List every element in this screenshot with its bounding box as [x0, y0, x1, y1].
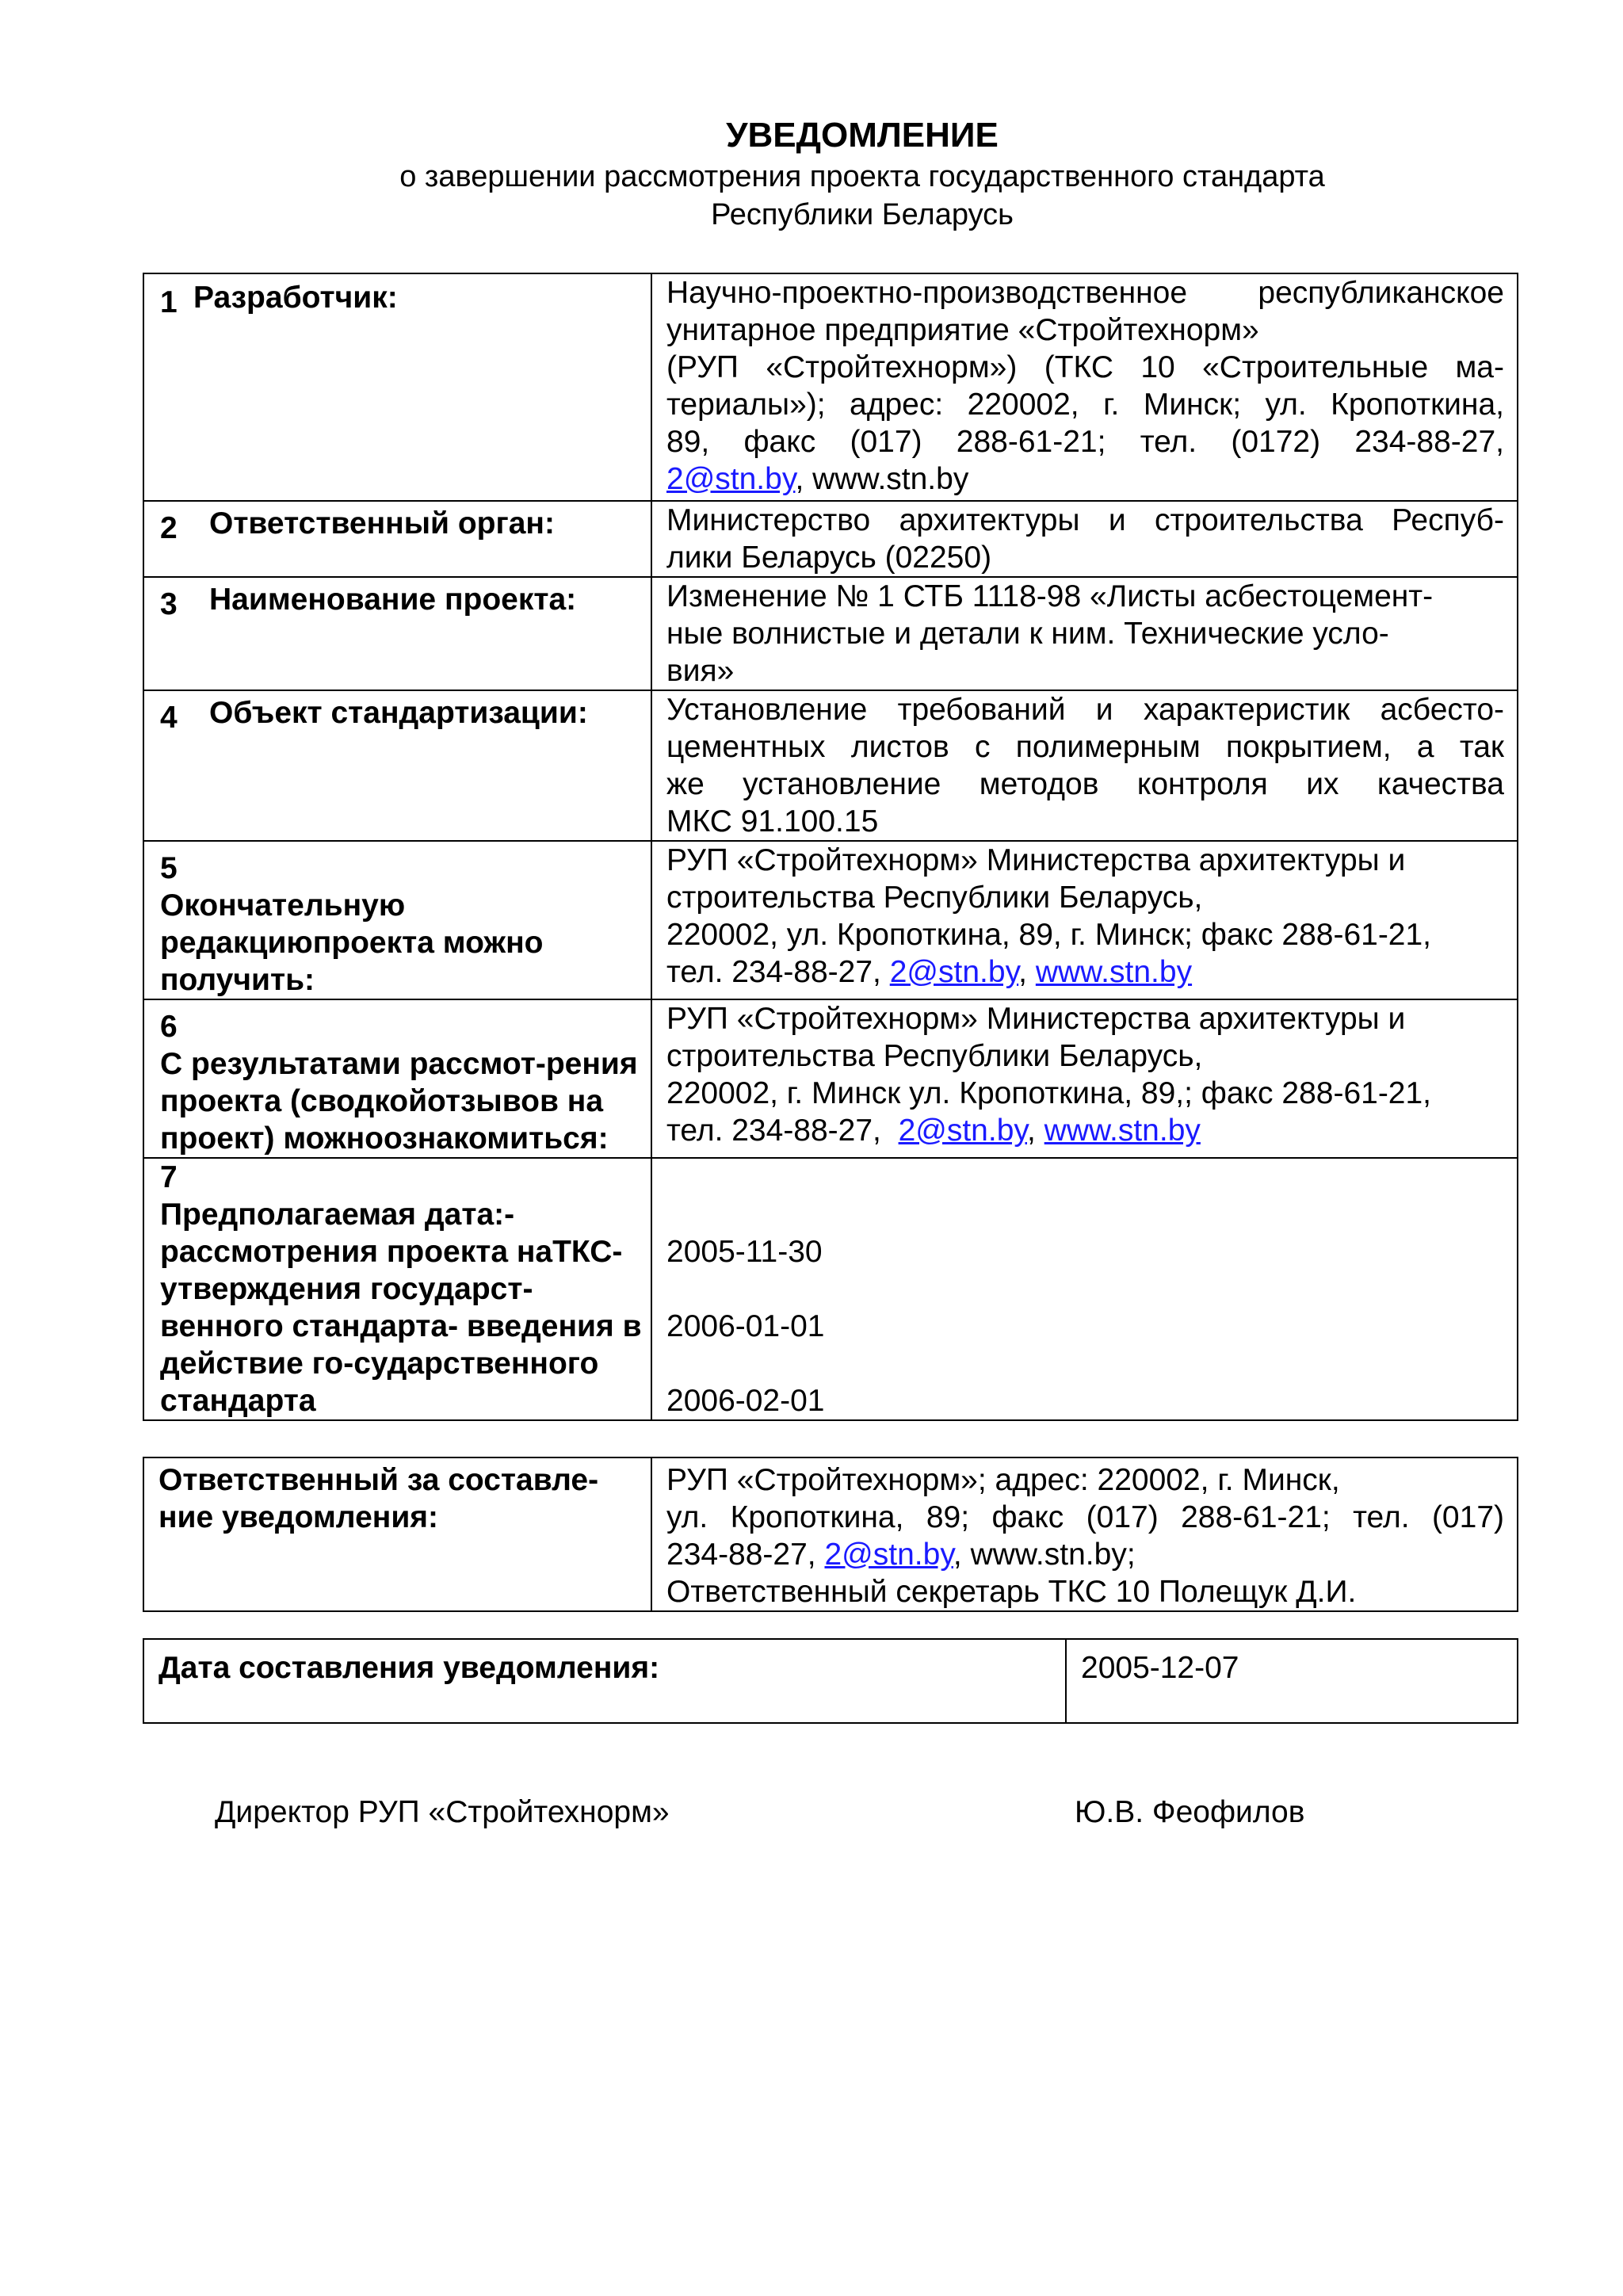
row-number: 4 [160, 701, 178, 735]
date-review: 2005-11-30 [666, 1235, 823, 1269]
table-row [143, 999, 1518, 1158]
value-line: РУП «Стройтехнорм» Министерства архитектуры и [666, 843, 1406, 877]
website-link[interactable]: www.stn.by [1044, 1114, 1201, 1148]
table-row [143, 501, 1518, 577]
value-line: строительства Республики Беларусь, [666, 881, 1203, 915]
row-number: 1 [160, 285, 178, 319]
email-link[interactable]: 2@stn.by [824, 1538, 953, 1572]
website-link[interactable]: www.stn.by [1035, 955, 1193, 989]
row-label: ТКС [552, 1235, 613, 1269]
row-number: 5 [160, 851, 178, 885]
value-line: териалы»); адрес: 220002, г. Минск; ул. Кропоткина, [666, 388, 1504, 422]
website-text: www.stn.by [812, 462, 969, 496]
value-line: строительства Республики Беларусь, [666, 1039, 1203, 1073]
page-subtitle-line-1: о завершении рассмотрения проекта государственного стандарта [399, 160, 1325, 193]
phone-text: тел. 234-88-27, [666, 955, 881, 989]
table-row [143, 841, 1518, 999]
value-line: 220002, ул. Кропоткина, 89, г. Минск; факс 288-61-21, [666, 918, 1432, 952]
email-link[interactable]: 2@stn.by [898, 1114, 1027, 1148]
phone-text: тел. 234-88-27, [666, 1114, 881, 1148]
value-line: вия» [666, 654, 735, 688]
row-label: проекта можно получить: [160, 926, 544, 997]
email-link[interactable]: 2@stn.by [889, 955, 1019, 989]
row-value-cell: РУП «Стройтехнорм» Министерства архитектуры и строительства Республики Беларусь, 220002, г. Минск ул. Кропоткина, 89,; факс 288-61-21, тел. 234-88-27, 2@stn.by, www.stn.by [651, 999, 1518, 1158]
row-number: 7 [160, 1160, 178, 1194]
table-row [143, 690, 1518, 841]
row-value-cell [651, 1158, 1518, 1420]
row-label-cell [143, 1158, 651, 1420]
date-approval: 2006-01-01 [666, 1309, 825, 1343]
responsible-label: ние уведомления: [158, 1500, 439, 1534]
value-line: Изменение № 1 СТБ 1118-98 «Листы асбестоцемент- [666, 579, 1434, 613]
document-header [0, 113, 1623, 234]
value-line: (РУП «Стройтехнорм») (ТКС 10 «Строительные ма- [666, 350, 1504, 384]
value-line: лики Беларусь (02250) [666, 541, 992, 575]
table-row [143, 273, 1518, 501]
row-value-cell: Научно-проектно-производственное республиканское унитарное предприятие «Стройтехнорм» (РУП «Стройтехнорм») (ТКС 10 «Строительные ма- териалы»); адрес: 220002, г. Минск; ул. Кропоткина, 89, факс (017) 288-61-21; тел. (0172) 234-88-27, 2@stn.by, www.stn.by [651, 273, 1518, 501]
value-line: РУП «Стройтехнорм» Министерства архитектуры и [666, 1002, 1406, 1036]
value-line: Установление требований и характеристик асбесто- [666, 693, 1504, 727]
table-row [143, 1158, 1518, 1420]
value-line: Научно-проектно-производственное республиканское [666, 276, 1504, 310]
row-label: рения проекта (сводкой [160, 1047, 638, 1118]
responsible-label-cell [143, 1457, 651, 1611]
signature-position: Директор РУП «Стройтехнорм» [215, 1795, 670, 1829]
notice-date-label: Дата составления уведомления: [143, 1639, 1066, 1723]
value-line: цементных листов с полимерным покрытием, а так [666, 730, 1504, 764]
page-title: УВЕДОМЛЕНИЕ [726, 116, 999, 155]
value-line: 220002, г. Минск ул. Кропоткина, 89,; факс 288-61-21, [666, 1076, 1432, 1110]
row-label-cell [143, 273, 651, 501]
row-number: 6 [160, 1010, 178, 1044]
value-line: 89, факс (017) 288-61-21; тел. (0172) 234-88-27, [666, 425, 1504, 459]
phone-text: 234-88-27, [666, 1538, 816, 1572]
table-row [143, 1457, 1518, 1611]
row-label: - утверждения государст- [160, 1235, 623, 1306]
row-value-cell [651, 577, 1518, 690]
responsible-label: Ответственный за составле- [158, 1463, 599, 1497]
value-line: МКС 91.100.15 [666, 804, 879, 839]
row-label: Разработчик: [193, 281, 398, 315]
row-value-cell [651, 501, 1518, 577]
table-row [143, 577, 1518, 690]
row-value-cell: РУП «Стройтехнорм» Министерства архитектуры и строительства Республики Беларусь, 220002, ул. Кропоткина, 89, г. Минск; факс 288-61-21, тел. 234-88-27, 2@stn.by, www.stn.by [651, 841, 1518, 999]
signature-name: Ю.В. Феофилов [1075, 1795, 1305, 1829]
value-line: ул. Кропоткина, 89; факс (017) 288-61-21; тел. (017) [666, 1500, 1504, 1534]
website-text: www.stn.by; [970, 1538, 1136, 1572]
value-line: же установление методов контроля их качества [666, 767, 1504, 801]
page-subtitle-line-2: Республики Беларусь [711, 198, 1014, 231]
notice-table [143, 273, 1518, 1421]
value-line: Министерство архитектуры и строительства Респуб- [666, 503, 1504, 537]
date-effective: 2006-02-01 [666, 1384, 825, 1418]
row-label: С результатами рассмот- [160, 1047, 546, 1081]
responsible-table [143, 1457, 1518, 1612]
value-line: Ответственный секретарь ТКС 10 Полещук Д.И. [666, 1575, 1357, 1609]
notice-date-table [143, 1638, 1518, 1724]
value-line: ные волнистые и детали к ним. Технические усло- [666, 617, 1389, 651]
row-label-cell [143, 999, 651, 1158]
row-label: - введения в действие го- [160, 1309, 642, 1381]
row-label: Окончательную редакцию [160, 888, 406, 960]
row-label: ознакомиться: [384, 1121, 609, 1156]
email-link[interactable]: 2@stn.by [666, 462, 796, 496]
value-line: РУП «Стройтехнорм»; адрес: 220002, г. Минск, [666, 1463, 1340, 1497]
row-label-cell [143, 841, 651, 999]
notice-date-value: 2005-12-07 [1066, 1639, 1518, 1723]
row-label-cell [143, 690, 651, 841]
row-label: венного стандарта [160, 1309, 449, 1343]
row-label: Предполагаемая дата: [160, 1198, 505, 1232]
row-label: Ответственный орган: [209, 506, 555, 541]
row-label: Объект стандартизации: [209, 696, 588, 730]
row-number: 2 [160, 511, 178, 545]
row-label: Наименование проекта: [209, 583, 577, 617]
row-label: отзывов на проект) можно [160, 1084, 604, 1156]
row-label: сударственного стандарта [160, 1347, 599, 1418]
row-label-cell [143, 577, 651, 690]
row-label: - рассмотрения проекта на [160, 1198, 553, 1269]
row-number: 3 [160, 587, 178, 621]
table-row [143, 1639, 1518, 1723]
row-value-cell [651, 690, 1518, 841]
responsible-value-cell: РУП «Стройтехнорм»; адрес: 220002, г. Минск, ул. Кропоткина, 89; факс (017) 288-61-21; тел. (017) 234-88-27, 2@stn.by, www.stn.by; Ответственный секретарь ТКС 10 Полещук Д.И. [651, 1457, 1518, 1611]
row-label-cell [143, 501, 651, 577]
value-line: унитарное предприятие «Стройтехнорм» [666, 313, 1259, 347]
